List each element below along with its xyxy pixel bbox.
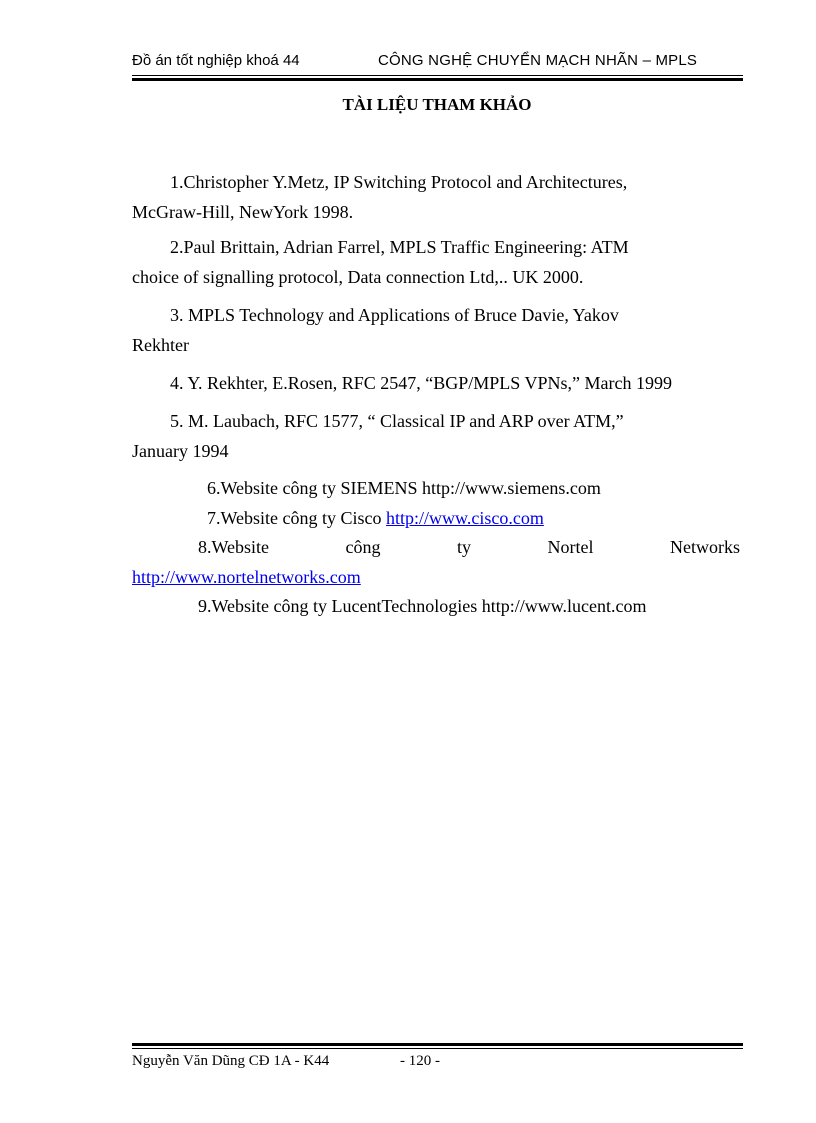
footer-author: Nguyễn Văn Dũng CĐ 1A - K44 [132,1053,330,1069]
reference-1-line-2: McGraw-Hill, NewYork 1998. [132,202,354,222]
nortel-link[interactable]: http://www.nortelnetworks.com [132,567,361,587]
reference-8-word-4: Nortel [547,537,594,557]
reference-5-line-1: 5. M. Laubach, RFC 1577, “ Classical IP and ARP over ATM,” [170,411,624,431]
reference-6 [207,473,601,503]
reference-2-line-1: 2.Paul Brittain, Adrian Farrel, MPLS Traffic Engineering: ATM [170,237,629,257]
reference-8 [132,532,740,592]
reference-9 [198,591,647,621]
cisco-link[interactable]: http://www.cisco.com [386,508,544,528]
reference-5 [132,406,624,466]
header-rule-thick [132,78,743,81]
page-title: TÀI LIỆU THAM KHẢO [342,95,532,114]
reference-8-line-1 [132,532,740,562]
footer-rule-thick [132,1043,743,1046]
reference-4-line-1: 4. Y. Rekhter, E.Rosen, RFC 2547, “BGP/MPLS VPNs,” March 1999 [170,373,672,393]
reference-2 [132,232,629,292]
reference-8-word-2: công [345,537,381,557]
reference-8-word-3: ty [457,537,472,557]
reference-3-line-1: 3. MPLS Technology and Applications of Bruce Davie, Yakov [170,305,619,325]
reference-1-line-1: 1.Christopher Y.Metz, IP Switching Protocol and Architectures, [170,172,628,192]
footer-page-number: - 120 - [400,1053,440,1069]
header-left-text: Đồ án tốt nghiệp khoá 44 [132,52,300,69]
reference-8-word-5: Networks [669,537,740,557]
reference-3 [132,300,619,360]
reference-5-line-2: January 1994 [132,441,229,461]
reference-7 [207,503,544,533]
reference-8-word-1: 8.Website [198,537,270,557]
header-right-text: CÔNG NGHỆ CHUYỂN MẠCH NHÃN – MPLS [378,52,698,69]
reference-7-text: 7.Website công ty Cisco [207,508,387,528]
reference-2-line-2: choice of signalling protocol, Data connection Ltd,.. UK 2000. [132,267,584,287]
reference-1 [132,167,627,227]
header-rule-thin [132,75,743,76]
reference-4 [132,368,672,398]
page-header [132,50,742,74]
footer-rule-thin [132,1048,743,1049]
reference-9-text: 9.Website công ty LucentTechnologies http://www.lucent.com [198,596,647,616]
reference-3-line-2: Rekhter [132,335,189,355]
page-footer [132,1053,440,1070]
reference-6-text: 6.Website công ty SIEMENS http://www.siemens.com [207,478,601,498]
